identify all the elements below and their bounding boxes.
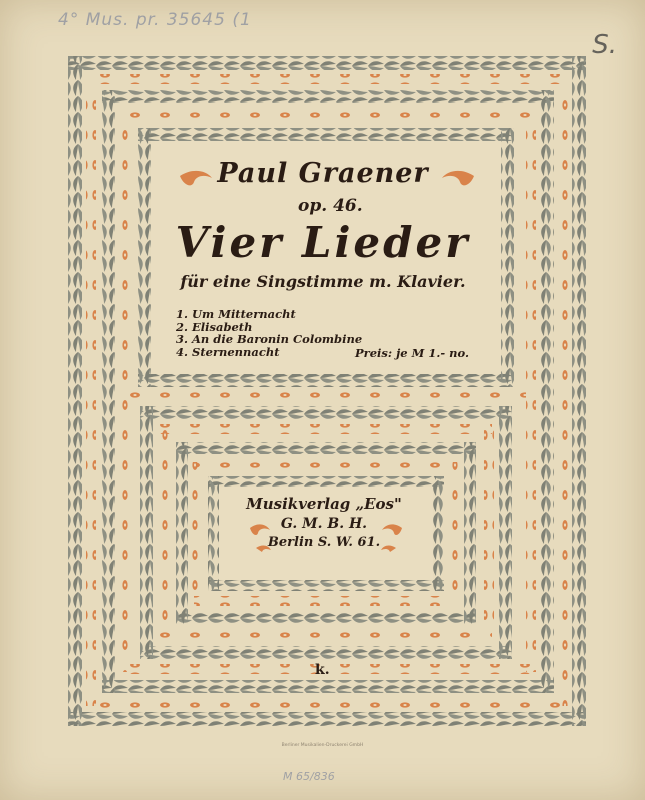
song-item: 1. Um Mitternacht bbox=[176, 307, 296, 321]
composer-name: Paul Graener bbox=[217, 158, 429, 189]
work-subtitle: für eine Singstimme m. Klavier. bbox=[180, 272, 466, 291]
publisher-company: G. M. B. H. bbox=[280, 516, 368, 532]
publisher-name: Musikverlag „Eos" bbox=[246, 495, 402, 513]
work-title: Vier Lieder bbox=[175, 218, 471, 267]
song-item: 4. Sternennacht bbox=[176, 344, 280, 359]
handwritten-shelfmark: 4° Mus. pr. 35645 (1 bbox=[58, 10, 252, 30]
opus-number: op. 46. bbox=[298, 196, 363, 216]
middle-dot-band bbox=[130, 392, 526, 402]
handwritten-inventory-number: M 65/836 bbox=[283, 770, 335, 783]
song-item: 3. An die Baronin Colombine bbox=[176, 332, 363, 346]
publisher-panel bbox=[215, 485, 433, 585]
handwritten-corner-mark: S. bbox=[592, 30, 617, 60]
title-panel bbox=[148, 148, 498, 380]
price-label: Preis: je M 1.- no. bbox=[355, 346, 469, 360]
printer-credit: Berliner Musikalien-Druckerei GmbH bbox=[281, 743, 364, 748]
plate-mark: k. bbox=[315, 662, 330, 678]
song-item: 2. Elisabeth bbox=[176, 319, 253, 334]
publisher-city: Berlin S. W. 61. bbox=[267, 535, 381, 550]
song-list bbox=[176, 308, 362, 358]
